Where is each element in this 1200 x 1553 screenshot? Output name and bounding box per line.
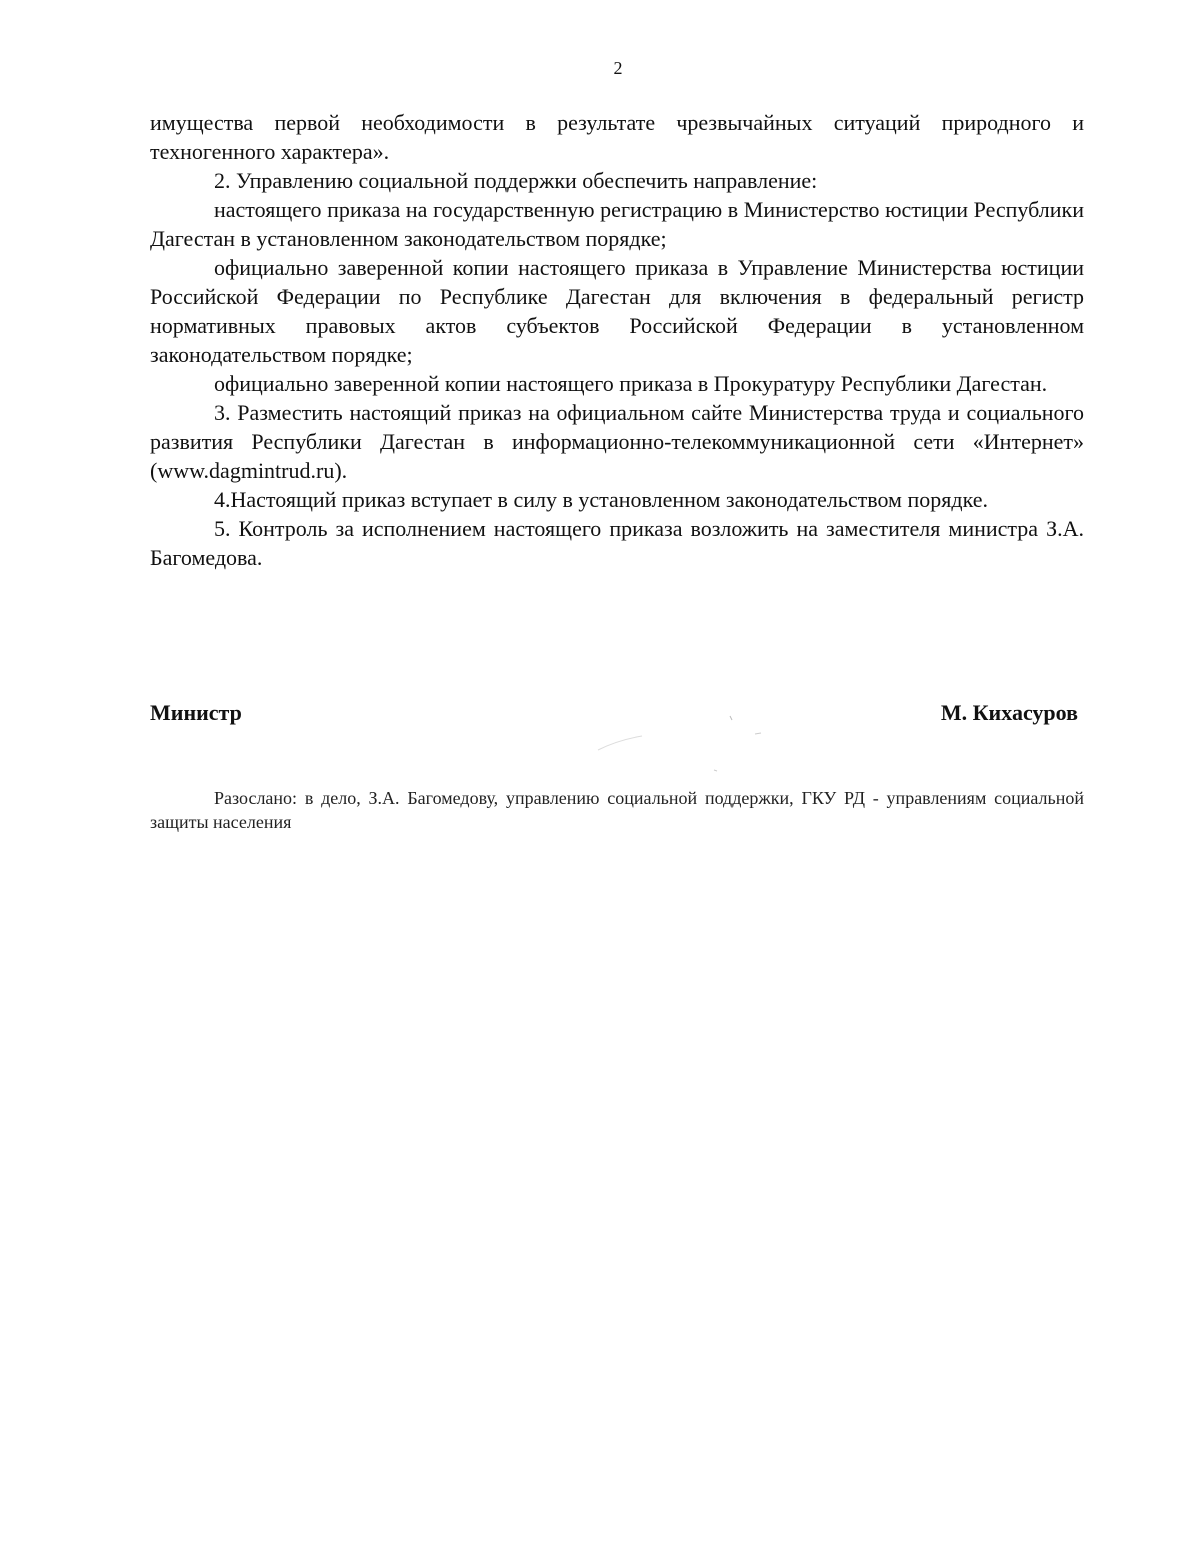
signatory-name: М. Кихасуров [940, 700, 1078, 725]
distribution-list [150, 786, 1084, 834]
page-number: 2 [613, 58, 623, 78]
paragraph-item-3: 3. Разместить настоящий приказ на официальном сайте Министерства труда и социального развития Республики Дагестан в информационно-телекоммуникационной сети «Интернет» (www.dagmintrud.ru). [150, 400, 1084, 483]
paragraph-item-4: 4.Настоящий приказ вступает в силу в установленном законодательством порядке. [214, 487, 988, 512]
paragraph-prosecutor: официально заверенной копии настоящего приказа в Прокуратуру Республики Дагестан. [214, 371, 1048, 396]
distribution-text: Разослано: в дело, З.А. Багомедову, управлению социальной поддержки, ГКУ РД - управлениям социальной защиты населения [150, 788, 1084, 832]
paragraph-item-2: 2. Управлению социальной поддержки обеспечить направление: [214, 168, 818, 193]
signatory-position: Министр [150, 700, 242, 725]
signature-traces [590, 712, 790, 782]
paragraph-item-5: 5. Контроль за исполнением настоящего приказа возложить на заместителя министра З.А. Багомедова. [150, 516, 1084, 570]
order-body [150, 108, 1084, 572]
paragraph-federal-register: официально заверенной копии настоящего приказа в Управление Министерства юстиции Российской Федерации по Республике Дагестан для включения в федеральный регистр нормативных правовых актов субъектов Российской Федерации в установленном законодательством порядке; [150, 255, 1084, 367]
paragraph-continuation: имущества первой необходимости в результате чрезвычайных ситуаций природного и техногенного характера». [150, 110, 1084, 164]
paragraph-registration: настоящего приказа на государственную регистрацию в Министерство юстиции Республики Дагестан в установленном законодательством порядке; [150, 197, 1084, 251]
